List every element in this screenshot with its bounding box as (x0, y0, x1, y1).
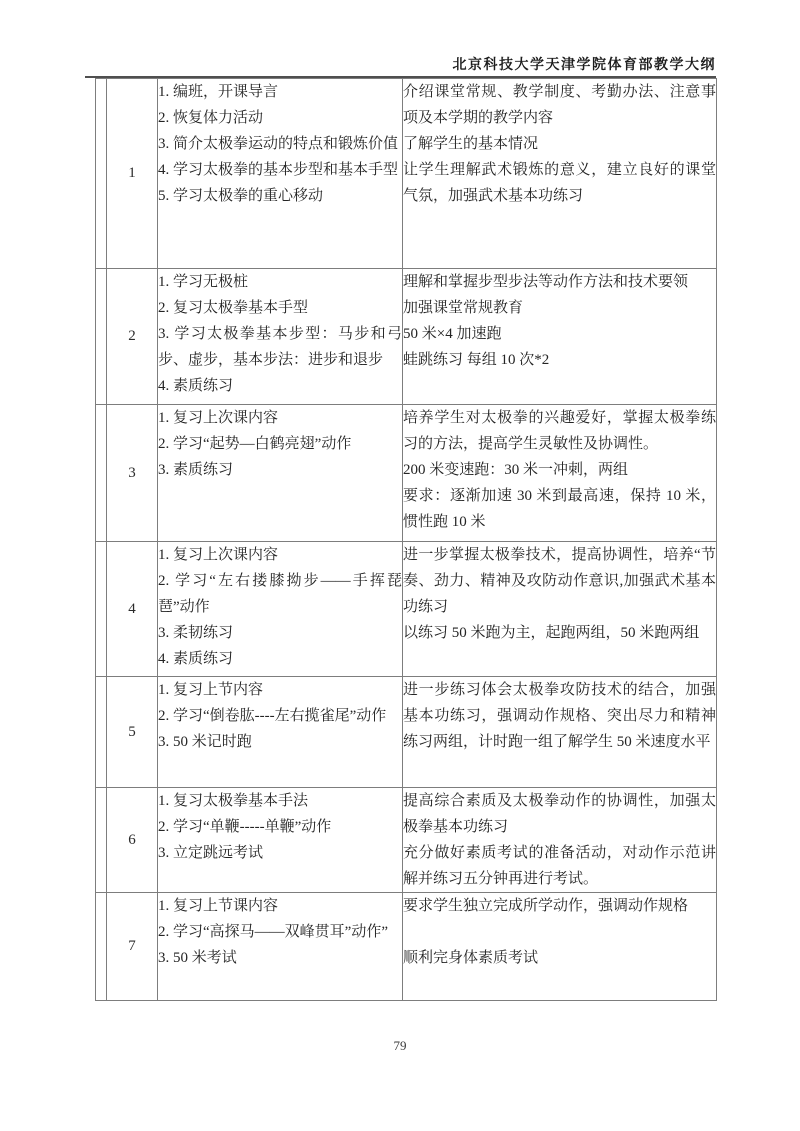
page-footer (0, 1038, 800, 1054)
content-line: 1. 复习上次课内容 (158, 547, 279, 563)
content-line: 3. 立定跳远考试 (158, 845, 264, 861)
content-line: 3. 50 米记时跑 (158, 734, 252, 750)
objectives-cell (403, 269, 717, 405)
objective-line (403, 919, 716, 945)
content-line: 1. 学习无极桩 (158, 274, 249, 290)
week-number-cell: 5 (107, 677, 158, 788)
objective-line: 50 米×4 加速跑 (403, 326, 502, 342)
teaching-content-cell (158, 788, 403, 893)
teaching-content-cell (158, 893, 403, 1001)
teaching-content-cell (158, 405, 403, 542)
table-row (96, 79, 717, 269)
content-line: 5. 学习太极拳的重心移动 (158, 188, 324, 204)
week-number-cell: 3 (107, 405, 158, 542)
objective-line: 以练习 50 米跑为主，起跑两组，50 米跑两组 (403, 625, 700, 641)
content-line: 2. 复习太极拳基本手型 (158, 300, 309, 316)
content-line: 1. 复习上节课内容 (158, 898, 279, 914)
spacer-cell (96, 677, 107, 788)
content-line: 2. 学习“高探马——双峰贯耳”动作” (158, 924, 388, 940)
table-row (96, 893, 717, 1001)
table-row (96, 677, 717, 788)
spacer-cell (96, 893, 107, 1001)
content-line: 4. 素质练习 (158, 378, 234, 394)
content-line: 3. 学习太极拳基本步型：马步和弓步、虚步，基本步法：进步和退步 (158, 326, 402, 368)
objectives-cell (403, 79, 717, 269)
objective-line: 加强课堂常规教育 (403, 300, 524, 316)
objectives-cell (403, 405, 717, 542)
objectives-cell (403, 542, 717, 677)
content-line: 2. 学习“倒卷肱----左右揽雀尾”动作 (158, 708, 387, 724)
content-line: 3. 50 米考试 (158, 950, 237, 966)
content-line: 3. 素质练习 (158, 462, 234, 478)
week-number-cell: 7 (107, 893, 158, 1001)
week-number-cell: 4 (107, 542, 158, 677)
content-line: 1. 编班，开课导言 (158, 84, 279, 100)
teaching-content-cell (158, 269, 403, 405)
objective-line: 200 米变速跑：30 米一冲刺，两组 (403, 462, 629, 478)
teaching-content-cell (158, 542, 403, 677)
objective-line: 培养学生对太极拳的兴趣爱好，掌握太极拳练习的方法，提高学生灵敏性及协调性。 (403, 410, 716, 452)
table-row (96, 788, 717, 893)
spacer-cell (96, 405, 107, 542)
objective-line: 让学生理解武术锻炼的意义，建立良好的课堂气氛，加强武术基本功练习 (403, 162, 716, 204)
week-number-cell: 6 (107, 788, 158, 893)
header-title: 北京科技大学天津学院体育部教学大纲 (452, 58, 716, 73)
week-number-cell: 2 (107, 269, 158, 405)
objective-line: 进一步掌握太极拳技术，提高协调性，培养“节奏、劲力、精神及攻防动作意识,加强武术基本功练习 (403, 547, 716, 615)
content-line: 2. 学习“起势—白鹤亮翅”动作 (158, 436, 352, 452)
page-number: 79 (393, 1038, 407, 1053)
objective-line: 要求：逐渐加速 30 米到最高速，保持 10 米，惯性跑 10 米 (403, 488, 716, 530)
content-line: 1. 复习太极拳基本手法 (158, 793, 309, 809)
objective-line: 充分做好素质考试的准备活动，对动作示范讲解并练习五分钟再进行考试。 (403, 845, 716, 887)
table-row (96, 405, 717, 542)
objective-line: 理解和掌握步型步法等动作方法和技术要领 (403, 274, 689, 290)
objectives-cell (403, 677, 717, 788)
spacer-cell (96, 788, 107, 893)
content-line: 1. 复习上次课内容 (158, 410, 279, 426)
document-header (85, 54, 716, 74)
objective-line: 提高综合素质及太极拳动作的协调性，加强太极拳基本功练习 (403, 793, 716, 835)
objective-line: 进一步练习体会太极拳攻防技术的结合，加强基本功练习，强调动作规格、突出尽力和精神练习两组，计时跑一组了解学生 50 米速度水平 (403, 682, 716, 750)
objective-line: 蛙跳练习 每组 10 次*2 (403, 352, 550, 368)
table-row (96, 542, 717, 677)
objective-line: 顺利完身体素质考试 (403, 950, 539, 966)
content-line: 3. 简介太极拳运动的特点和锻炼价值 (158, 136, 399, 152)
objective-line: 了解学生的基本情况 (403, 136, 539, 152)
week-number-cell: 1 (107, 79, 158, 269)
content-line: 4. 素质练习 (158, 651, 234, 667)
syllabus-table-body (96, 79, 717, 1001)
syllabus-table (95, 78, 717, 1001)
objectives-cell (403, 788, 717, 893)
spacer-cell (96, 79, 107, 269)
content-line: 4. 学习太极拳的基本步型和基本手型 (158, 162, 399, 178)
content-line: 1. 复习上节内容 (158, 682, 264, 698)
table-row (96, 269, 717, 405)
objective-line: 要求学生独立完成所学动作，强调动作规格 (403, 898, 689, 914)
content-line: 2. 学习“单鞭-----单鞭”动作 (158, 819, 332, 835)
teaching-content-cell (158, 79, 403, 269)
teaching-content-cell (158, 677, 403, 788)
spacer-cell (96, 542, 107, 677)
spacer-cell (96, 269, 107, 405)
content-line: 2. 恢复体力活动 (158, 110, 264, 126)
objective-line: 介绍课堂常规、教学制度、考勤办法、注意事项及本学期的教学内容 (403, 84, 716, 126)
objectives-cell (403, 893, 717, 1001)
content-line: 3. 柔韧练习 (158, 625, 234, 641)
content-line: 2. 学习“左右搂膝拗步——手挥琵琶”动作 (158, 573, 402, 615)
